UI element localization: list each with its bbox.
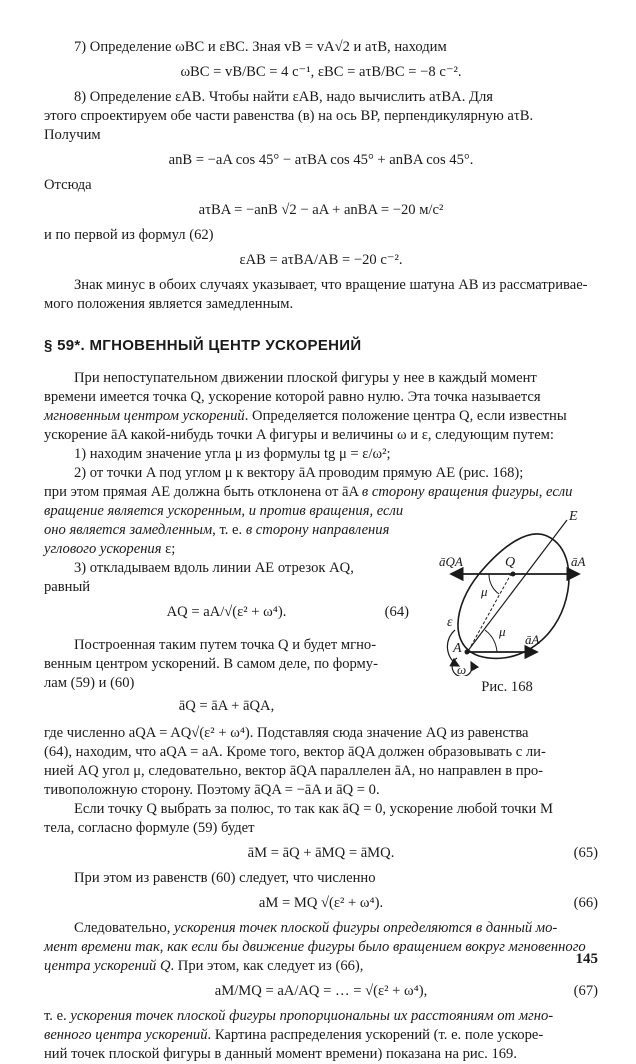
step-1: 1) находим значение угла μ из формулы tg μ = ε/ω²; <box>74 446 391 462</box>
label-a-a-bottom: āA <box>525 632 540 647</box>
step-2-line5-italic: углового ускорения <box>44 541 162 557</box>
paragraph-pole-line1: Если точку Q выбрать за полюс, то так как āQ = 0, ускорение любой точки M <box>74 801 553 817</box>
paragraph-intro-line4: ускорение āA какой-нибудь точки A фигуры и величины ω и ε, следующим путем: <box>44 427 554 443</box>
label-mu-bottom: μ <box>499 624 506 639</box>
equation-67 <box>44 982 598 1001</box>
step-2-line3: вращение является ускоренным, и против вращения, если <box>44 503 404 519</box>
equation-64-body: AQ = aA/√(ε² + ω⁴). <box>166 604 287 620</box>
proportional-start: т. е. <box>44 1008 71 1024</box>
equation-a-tau-ba: aτBA = −anB √2 − aA + anBA = −20 м/c² <box>198 202 444 218</box>
text-with-figure <box>44 502 598 716</box>
label-a-a-top: āA <box>571 554 586 569</box>
equation-66-body: aM = MQ √(ε² + ω⁴). <box>258 895 384 911</box>
equation-67-body: aM/MQ = aA/AQ = … = √(ε² + ω⁴), <box>214 983 428 999</box>
step-2-line4 <box>44 521 409 540</box>
paragraph-proportional-line3: ний точек плоской фигуры в данный момент времени) показана на рис. 169. <box>44 1046 517 1062</box>
step-2-line2-italic: в сторону вращения фигуры, если <box>361 484 573 500</box>
step-2-line4-italic2: в сторону направления <box>245 522 390 538</box>
paragraph-constructed-line3: лам (59) и (60) <box>44 675 135 691</box>
equation-67-number: (67) <box>573 983 598 999</box>
paragraph-step8-line2: этого спроектируем обе части равенства (в) на ось BP, перпендикулярную aτB. <box>44 108 534 124</box>
paragraph-step7: 7) Определение ωBC и εBC. Зная vB = vA√2 и aτB, находим <box>74 39 447 55</box>
label-mu-top: μ <box>481 584 488 599</box>
paragraph-numerically-line3: нией AQ угол μ, следовательно, вектор āQA параллелен āA, но направлен в про- <box>44 763 544 779</box>
paragraph-intro-line1: При непоступательном движении плоской фигуры у нее в каждый момент <box>74 370 537 386</box>
equation-66 <box>44 894 598 913</box>
paragraph-numerically-line4: тивоположную сторону. Поэтому āQA = −āA и āQ = 0. <box>44 782 380 798</box>
proportional-line2-rest: . Картина распределения ускорений (т. е. поле ускоре- <box>207 1027 544 1043</box>
label-a: A <box>453 641 462 656</box>
proportional-italic: ускорения точек плоской фигуры пропорциональны их расстояниям от мгно- <box>70 1008 554 1024</box>
angle-arc-mu-top <box>489 574 499 594</box>
paragraph-proportional-line1 <box>44 1007 598 1026</box>
wrapped-text-column <box>44 502 419 716</box>
step-2-line4-italic: оно является замедленным <box>44 522 213 538</box>
paragraph-constructed-line1: Построенная таким путем точка Q и будет мгно- <box>74 637 377 653</box>
point-a <box>465 650 470 655</box>
step-2-line5-rest: ε; <box>161 541 176 557</box>
label-epsilon: ε <box>447 615 453 630</box>
label-omega: ω <box>457 662 467 676</box>
paragraph-intro-line2: времени имеется точка Q, ускорение которой равно нулю. Эта точка называется <box>44 389 541 405</box>
angle-arc-mu-bottom <box>485 630 497 652</box>
label-e: E <box>569 509 578 524</box>
equation-65-body: āM = āQ + āMQ = āMQ. <box>247 845 395 861</box>
equation-66-number: (66) <box>573 895 598 911</box>
paragraph-numerically-line1: где численно aQA = AQ√(ε² + ω⁴). Подставляя сюда значение AQ из равенства <box>44 725 529 741</box>
equation-64-number: (64) <box>384 604 409 620</box>
equation-eps-ab: εAB = aτBA/AB = −20 c⁻². <box>239 252 403 268</box>
equation-projection: anB = −aA cos 45° − aτBA cos 45° + anBA cos 45°. <box>168 152 474 168</box>
paragraph-consequently-line1 <box>44 919 598 938</box>
figure-caption: Рис. 168 <box>481 679 533 695</box>
consequently-italic: ускорения точек плоской фигуры определяются в данный мо- <box>174 920 558 936</box>
step-2-line1: 2) от точки A под углом μ к вектору āA проводим прямую AE (рис. 168); <box>74 465 524 481</box>
point-q <box>511 572 516 577</box>
equation-65 <box>44 844 598 863</box>
paragraph-step8-line3: Получим <box>44 127 101 143</box>
equation-omega-bc: ωBC = vB/BC = 4 c⁻¹, εBC = aτB/BC = −8 c⁻². <box>180 64 462 80</box>
step-2-line2-start: при этом прямая AE должна быть отклонена от āA <box>44 484 362 500</box>
page-number: 145 <box>575 951 598 967</box>
section-heading: § 59*. МГНОВЕННЫЙ ЦЕНТР УСКОРЕНИЙ <box>44 337 362 354</box>
text-first-formula: и по первой из формул (62) <box>44 227 214 243</box>
step-3-line2: равный <box>44 579 91 595</box>
paragraph-step8-line1: 8) Определение εAB. Чтобы найти εAB, надо вычислить aτBA. Для <box>74 89 493 105</box>
paragraph-consequently-line2: мент времени так, как если бы движение фигуры было вращением вокруг мгновенного <box>44 939 586 955</box>
step-2-line4-rest: , т. е. <box>212 522 246 538</box>
consequently-line3-italic: центра ускорений Q <box>44 958 171 974</box>
equation-aq: āQ = āA + āQA, <box>178 698 275 714</box>
paragraph-proportional-line2 <box>44 1026 598 1045</box>
term-instant-center: мгновенным центром ускорений <box>44 408 245 424</box>
equation-64 <box>44 603 409 622</box>
label-a-qa: āQA <box>439 554 463 569</box>
paragraph-numerically-line2: (64), находим, что aQA = aA. Кроме того, вектор āQA должен образовывать с ли- <box>44 744 546 760</box>
step-3-line1: 3) откладываем вдоль линии AE отрезок AQ, <box>74 560 354 576</box>
paragraph-pole-line2: тела, согласно формуле (59) будет <box>44 820 255 836</box>
paragraph-intro-line3 <box>44 407 598 426</box>
label-q: Q <box>505 555 516 570</box>
paragraph-from-60: При этом из равенств (60) следует, что численно <box>74 870 376 886</box>
consequently-start: Следовательно, <box>74 920 175 936</box>
step-2-line2 <box>44 483 598 502</box>
text-otsyuda: Отсюда <box>44 177 92 193</box>
figure-168 <box>419 506 595 697</box>
paragraph-sign-line2: мого положения является замедленным. <box>44 296 294 312</box>
step-2-line5 <box>44 540 409 559</box>
figure-168-drawing <box>419 506 595 676</box>
paragraph-consequently-line3 <box>44 957 598 976</box>
proportional-line2-italic: венного центра ускорений <box>44 1027 208 1043</box>
paragraph-sign-line1: Знак минус в обоих случаях указывает, что вращение шатуна AB из рассматривае- <box>74 277 588 293</box>
intro-line3-rest: . Определяется положение центра Q, если известны <box>244 408 567 424</box>
equation-65-number: (65) <box>573 845 598 861</box>
paragraph-constructed-line2: венным центром ускорений. В самом деле, по форму- <box>44 656 378 672</box>
consequently-line3-rest: . При этом, как следует из (66), <box>170 958 364 974</box>
